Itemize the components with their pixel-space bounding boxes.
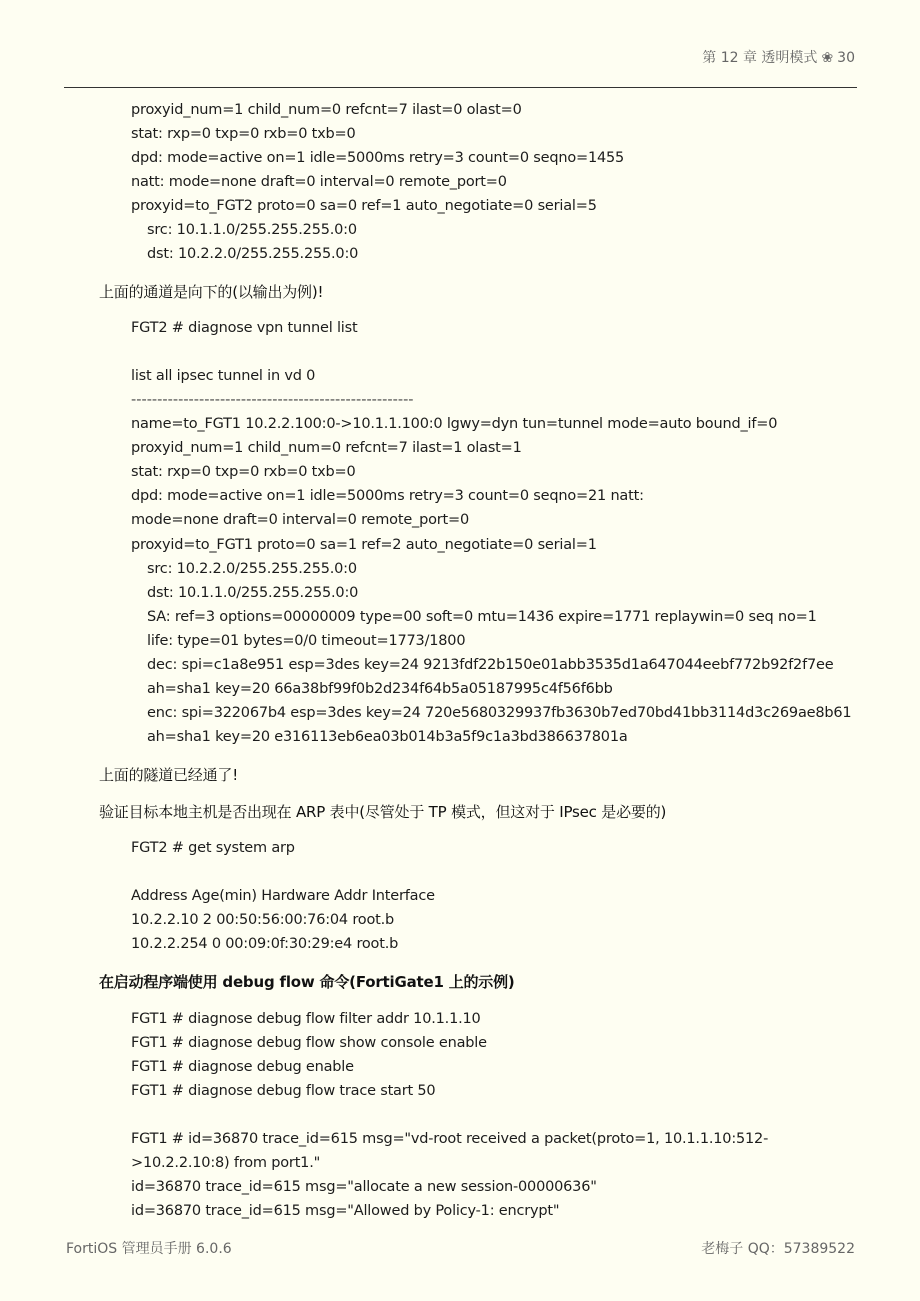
code-line-indented: dst: 10.2.2.0/255.255.255.0:0 xyxy=(147,246,359,262)
code-line: dpd: mode=active on=1 idle=5000ms retry=3 count=0 seqno=1455 xyxy=(131,150,625,166)
code-line-indented: ah=sha1 key=20 66a38bf99f0b2d234f64b5a05187995c4f56f6bb xyxy=(147,681,613,697)
code-line-indented: dec: spi=c1a8e951 esp=3des key=24 9213fdf22b150e01abb3535d1a647044eebf772b92f2f7ee xyxy=(147,657,834,673)
code-line: FGT1 # diagnose debug enable xyxy=(131,1059,354,1075)
code-line: id=36870 trace_id=615 msg="Allowed by Policy-1: encrypt" xyxy=(131,1203,560,1219)
code-line: >10.2.2.10:8) from port1." xyxy=(131,1155,321,1171)
code-line: FGT2 # get system arp xyxy=(131,840,295,856)
code-line: name=to_FGT1 10.2.2.100:0->10.1.1.100:0 lgwy=dyn tun=tunnel mode=auto bound_if=0 xyxy=(131,416,778,432)
page-number: 30 xyxy=(837,50,855,66)
code-line-indented: dst: 10.1.1.0/255.255.255.0:0 xyxy=(147,585,359,601)
code-line: list all ipsec tunnel in vd 0 xyxy=(131,368,316,384)
header-divider xyxy=(64,87,857,88)
code-line: proxyid_num=1 child_num=0 refcnt=7 ilast=1 olast=1 xyxy=(131,440,522,456)
code-line: proxyid=to_FGT1 proto=0 sa=1 ref=2 auto_negotiate=0 serial=1 xyxy=(131,537,597,553)
code-line-indented: life: type=01 bytes=0/0 timeout=1773/1800 xyxy=(147,633,466,649)
code-line-indented: src: 10.2.2.0/255.255.255.0:0 xyxy=(147,561,357,577)
code-line: Address Age(min) Hardware Addr Interface xyxy=(131,888,435,904)
code-line: natt: mode=none draft=0 interval=0 remote_port=0 xyxy=(131,174,507,190)
page-header xyxy=(702,47,855,67)
code-line: mode=none draft=0 interval=0 remote_port=0 xyxy=(131,512,470,528)
code-line: FGT1 # diagnose debug flow filter addr 10.1.1.10 xyxy=(131,1011,481,1027)
code-line: proxyid=to_FGT2 proto=0 sa=0 ref=1 auto_negotiate=0 serial=5 xyxy=(131,198,597,214)
separator-line: ------------------------------------------------------ xyxy=(131,392,414,408)
code-line: 10.2.2.254 0 00:09:0f:30:29:e4 root.b xyxy=(131,936,399,952)
code-line-indented: src: 10.1.1.0/255.255.255.0:0 xyxy=(147,222,357,238)
flower-icon: ❀ xyxy=(821,50,834,66)
footer-book-title: FortiOS 管理员手册 6.0.6 xyxy=(66,1241,232,1257)
chapter-title: 第 12 章 透明模式 xyxy=(702,50,818,66)
code-line-indented: ah=sha1 key=20 e316113eb6ea03b014b3a5f9c1a3bd386637801a xyxy=(147,729,628,745)
code-line-indented: enc: spi=322067b4 esp=3des key=24 720e5680329937fb3630b7ed70bd41bb3114d3c269ae8b61 xyxy=(147,705,852,721)
code-line: stat: rxp=0 txp=0 rxb=0 txb=0 xyxy=(131,126,356,142)
code-line: FGT1 # diagnose debug flow show console enable xyxy=(131,1035,487,1051)
code-line: dpd: mode=active on=1 idle=5000ms retry=3 count=0 seqno=21 natt: xyxy=(131,488,644,504)
code-line-indented: SA: ref=3 options=00000009 type=00 soft=0 mtu=1436 expire=1771 replaywin=0 seq no=1 xyxy=(147,609,817,625)
code-line: proxyid_num=1 child_num=0 refcnt=7 ilast=0 olast=0 xyxy=(131,102,522,118)
section-heading: 上面的隧道已经通了! xyxy=(99,766,239,784)
section-heading-bold: 在启动程序端使用 debug flow 命令(FortiGate1 上的示例) xyxy=(99,973,515,991)
footer-author: 老梅子 QQ：57389522 xyxy=(701,1241,855,1257)
section-heading: 上面的通道是向下的(以输出为例)! xyxy=(99,283,324,301)
code-line: 10.2.2.10 2 00:50:56:00:76:04 root.b xyxy=(131,912,395,928)
code-line: id=36870 trace_id=615 msg="allocate a new session-00000636" xyxy=(131,1179,597,1195)
code-line: FGT1 # diagnose debug flow trace start 50 xyxy=(131,1083,436,1099)
code-line: stat: rxp=0 txp=0 rxb=0 txb=0 xyxy=(131,464,356,480)
section-heading: 验证目标本地主机是否出现在 ARP 表中(尽管处于 TP 模式，但这对于 IPsec 是必要的) xyxy=(99,803,667,821)
code-line: FGT1 # id=36870 trace_id=615 msg="vd-root received a packet(proto=1, 10.1.1.10:512- xyxy=(131,1131,769,1147)
code-line: FGT2 # diagnose vpn tunnel list xyxy=(131,320,358,336)
